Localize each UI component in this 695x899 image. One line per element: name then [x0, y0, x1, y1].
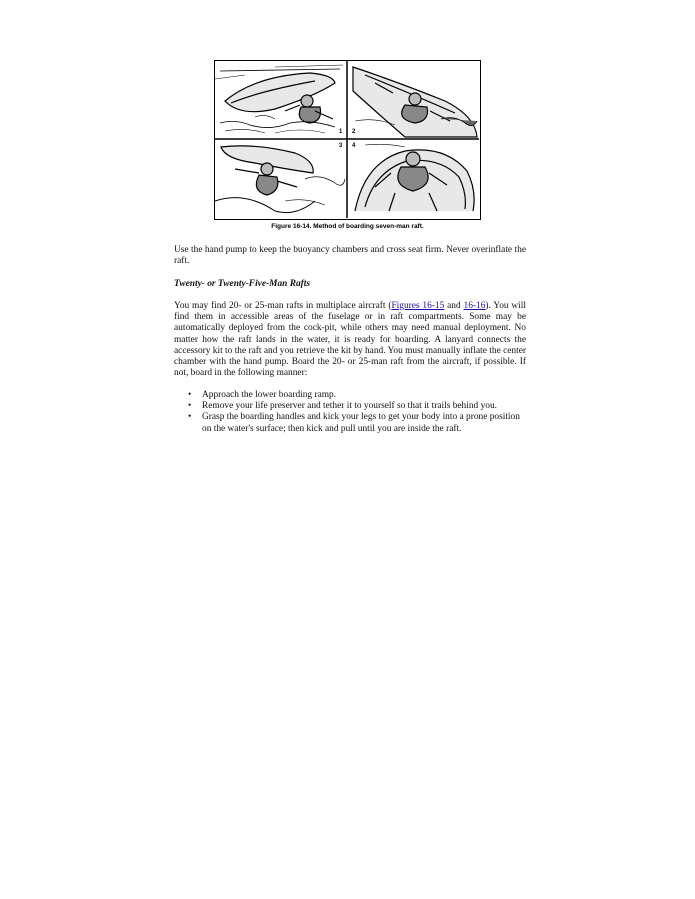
panel-number-4: 4 [352, 143, 356, 149]
section-heading: Twenty- or Twenty-Five-Man Rafts [174, 279, 311, 289]
paragraph-hand-pump: Use the hand pump to keep the buoyancy chambers and cross seat firm. Never overinflate the raft. [174, 245, 526, 267]
list-item: • Grasp the boarding handles and kick your legs to get your body into a prone position on the water's surface; then kick and pull until you are inside the raft. [188, 412, 528, 434]
panel-number-1: 1 [339, 129, 343, 135]
list-item: • Approach the lower boarding ramp. [188, 390, 528, 401]
list-item: • Remove your life preserver and tether it to yourself so that it trails behind you. [188, 401, 528, 412]
boarding-steps-list [188, 390, 528, 435]
boarding-illustration [215, 61, 479, 218]
paragraph-rafts-text-end: ). You will find them in accessible areas of the fuselage or in raft compartments. Some may be automatically deployed from the cock-pit, while others may need manual deployment. No matter how the raft lands in the water, it is ready for boarding. A lanyard connects the accessory kit to the raft and you retrieve the kit by hand. You must manually inflate the center chamber with the hand pump. Board the 20- or 25-man raft from the aircraft, if possible. If not, board in the following manner: [174, 301, 526, 379]
paragraph-rafts [174, 301, 526, 379]
figure-16-16-link[interactable]: 16-16 [463, 301, 486, 311]
panel-4-illustration [355, 144, 474, 211]
panel-3-illustration [215, 146, 345, 213]
panel-1-illustration [215, 65, 343, 133]
figure-16-14 [214, 60, 481, 220]
figures-16-15-link[interactable]: Figures 16-15 [391, 301, 445, 311]
panel-number-3: 3 [339, 143, 343, 149]
panel-number-2: 2 [352, 129, 356, 135]
paragraph-rafts-text-and: and [444, 301, 464, 311]
paragraph-rafts-text-start: You may find 20- or 25-man rafts in multiplace aircraft ( [174, 301, 392, 311]
figure-caption: Figure 16-14. Method of boarding seven-man raft. [271, 223, 424, 230]
panel-2-illustration [353, 67, 477, 137]
